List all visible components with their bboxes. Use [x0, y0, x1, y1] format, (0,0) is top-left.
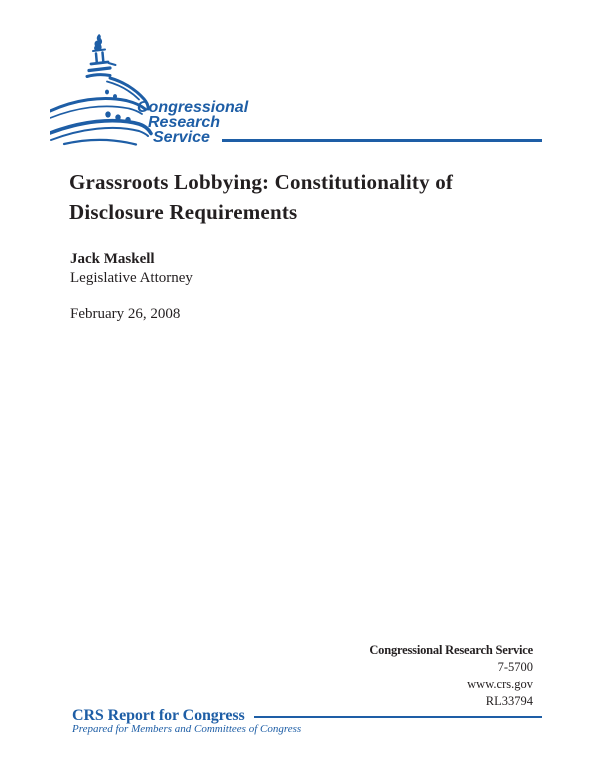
author-title: Legislative Attorney — [70, 270, 193, 286]
footer-tagline: Prepared for Members and Committees of Congress — [72, 723, 302, 735]
footer-org-name: Congressional Research Service — [369, 643, 533, 657]
author-name: Jack Maskell — [70, 251, 155, 267]
footer-phone: 7-5700 — [497, 660, 533, 674]
page-title-line2: Disclosure Requirements — [69, 200, 298, 224]
header-rule — [222, 139, 542, 142]
logo-wordmark-line1: Congressional — [137, 99, 249, 116]
report-banner: CRS Report for Congress — [72, 707, 245, 724]
report-date: February 26, 2008 — [70, 306, 181, 322]
page-title-line1: Grassroots Lobbying: Constitutionality of — [69, 170, 454, 194]
page-title — [69, 167, 549, 227]
footer-website: www.crs.gov — [467, 677, 533, 691]
footer-rule — [254, 716, 542, 719]
footer-contact-block — [369, 642, 533, 710]
logo-wordmark-line3: Service — [153, 129, 210, 146]
logo-wordmark-line2: Research — [148, 114, 221, 131]
footer-report-number: RL33794 — [485, 694, 533, 708]
